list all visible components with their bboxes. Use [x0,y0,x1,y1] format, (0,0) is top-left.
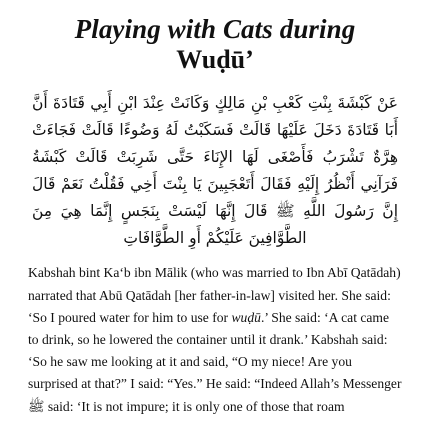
chapter-title [28,14,402,74]
arabic-hadith-text: عَنْ كَبْشَةَ بِنْتِ كَعْبِ بْنِ مَالِكٍ وَكَانَتْ عِنْدَ ابْنِ أَبِي قَتَادَةَ أَنَّ أَبَا قَتَادَةَ دَخَلَ عَلَيْهَا قَالَتْ فَسَكَبْتُ لَهُ وَضُوءًا قَالَتْ فَجَاءَتْ هِرَّةٌ تَشْرَبُ فَأَصْغَى لَهَا الإِنَاءَ حَتَّى شَرِبَتْ قَالَتْ كَبْشَةُ فَرَآنِي أَنْظُرُ إِلَيْهِ فَقَالَ أَتَعْجَبِينَ يَا بِنْتَ أَخِي فَقُلْتُ نَعَمْ قَالَ إِنَّ رَسُولَ اللَّهِ ﷺ قَالَ إِنَّهَا لَيْسَتْ بِنَجَسٍ إِنَّمَا هِيَ مِنَ الطَّوَّافِينَ عَلَيْكُمْ أَوِ الطَّوَّافَاتِ [32,94,398,248]
english-translation [28,262,402,417]
chapter-title-line-1: Playing with Cats during [74,14,356,44]
chapter-title-line-2: Wuḍū’ [176,45,254,75]
translation-term-wudu: wuḍū [231,309,261,325]
translation-text-part-2: .’ She said: ‘A cat came to drink, so he lowered the container until it drank.’ Kabshah said: ‘So he saw me looking at it and said, “O my niece! Are you surprised at that?” I said: “Yes.” He said: “Indeed Allah’s Messenger ﷺ said: ‘It is not impure; it is only one of those that roam [28,309,402,414]
translation-text-part-1: Kabshah bint Ka‘b ibn Mālik (who was married to Ibn Abī Qatādah) narrated that Abū Qatādah [her father-in-law] visited her. She said: ‘So I poured water for him to use for [28,265,401,325]
